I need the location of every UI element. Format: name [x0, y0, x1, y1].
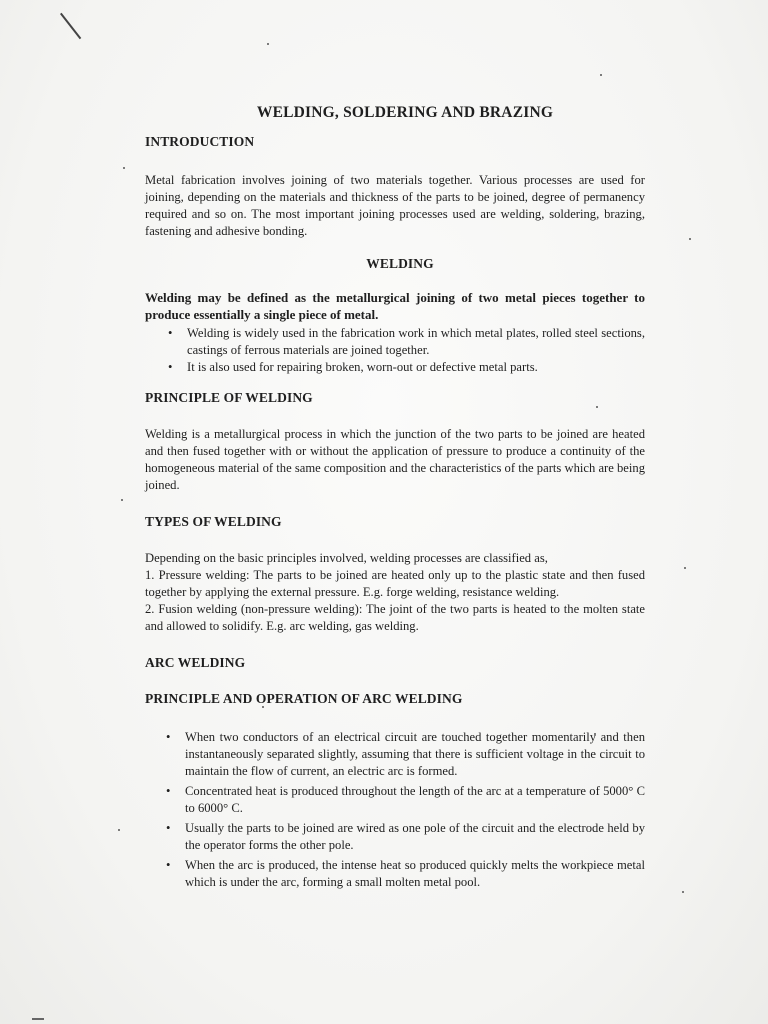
- list-item: • Welding is widely used in the fabrication work in which metal plates, rolled steel sections, castings of ferrous materials are joined together.: [168, 326, 645, 357]
- heading-types-of-welding: TYPES OF WELDING: [145, 514, 282, 529]
- edge-mark: [32, 1018, 44, 1020]
- arc-bullet-list: [145, 729, 645, 891]
- scan-speck: [267, 43, 269, 45]
- scan-speck: [689, 238, 691, 240]
- list-item: • Concentrated heat is produced throughout the length of the arc at a temperature of 5000° C to 6000° C.: [166, 784, 645, 815]
- bullet-icon: •: [168, 326, 173, 340]
- scan-speck: [682, 891, 684, 893]
- heading-arc-principle: PRINCIPLE AND OPERATION OF ARC WELDING: [145, 691, 463, 706]
- bullet-icon: •: [166, 784, 171, 798]
- list-item: • Usually the parts to be joined are wired as one pole of the circuit and the electrode held by the operator forms the other pole.: [166, 821, 645, 852]
- document-body: [145, 104, 645, 894]
- welding-bullet-list: [145, 325, 645, 376]
- scan-speck: [118, 829, 120, 831]
- bullet-icon: •: [168, 360, 173, 374]
- scan-speck: [121, 499, 123, 501]
- scan-speck: [123, 167, 125, 169]
- list-item: • When the arc is produced, the intense heat so produced quickly melts the workpiece metal which is under the arc, forming a small molten metal pool.: [166, 858, 645, 889]
- pen-stroke-mark: [60, 13, 81, 39]
- bullet-icon: •: [166, 730, 171, 744]
- bullet-icon: •: [166, 821, 171, 835]
- bullet-icon: •: [166, 858, 171, 872]
- heading-welding: WELDING: [366, 256, 434, 271]
- welding-definition: Welding may be defined as the metallurgical joining of two metal pieces together to produce essentially a single piece of metal.: [145, 290, 645, 322]
- types-item-fusion: 2. Fusion welding (non-pressure welding): The joint of the two parts is heated to the molten state and allowed to solidify. E.g. arc welding, gas welding.: [145, 602, 645, 633]
- list-item: • When two conductors of an electrical circuit are touched together momentarily and then instantaneously separated slightly, assuming that there is sufficient voltage in the circuit to maintain the flow of current, an electric arc is formed.: [166, 730, 645, 778]
- list-item: • It is also used for repairing broken, worn-out or defective metal parts.: [168, 360, 538, 374]
- intro-paragraph: Metal fabrication involves joining of two materials together. Various processes are used for joining, depending on the materials and thickness of the parts to be joined, degree of permanency required and so on. The most important joining processes used are welding, soldering, brazing, fastening and adhesive bonding.: [145, 173, 645, 238]
- heading-principle-of-welding: PRINCIPLE OF WELDING: [145, 390, 313, 405]
- scan-speck: [600, 74, 602, 76]
- heading-arc-welding: ARC WELDING: [145, 655, 246, 670]
- principle-paragraph: Welding is a metallurgical process in which the junction of the two parts to be joined are heated and then fused together with or without the application of pressure to produce a continuity of the homogeneous material of the same composition and the characteristics of the parts which are being joined.: [145, 427, 645, 492]
- scan-speck: [684, 567, 686, 569]
- types-item-pressure: 1. Pressure welding: The parts to be joined are heated only up to the plastic state and then fused together by applying the external pressure. E.g. forge welding, resistance welding.: [145, 568, 645, 599]
- heading-introduction: INTRODUCTION: [145, 134, 255, 149]
- document-title: WELDING, SOLDERING AND BRAZING: [256, 104, 554, 121]
- types-intro: Depending on the basic principles involved, welding processes are classified as,: [145, 551, 548, 565]
